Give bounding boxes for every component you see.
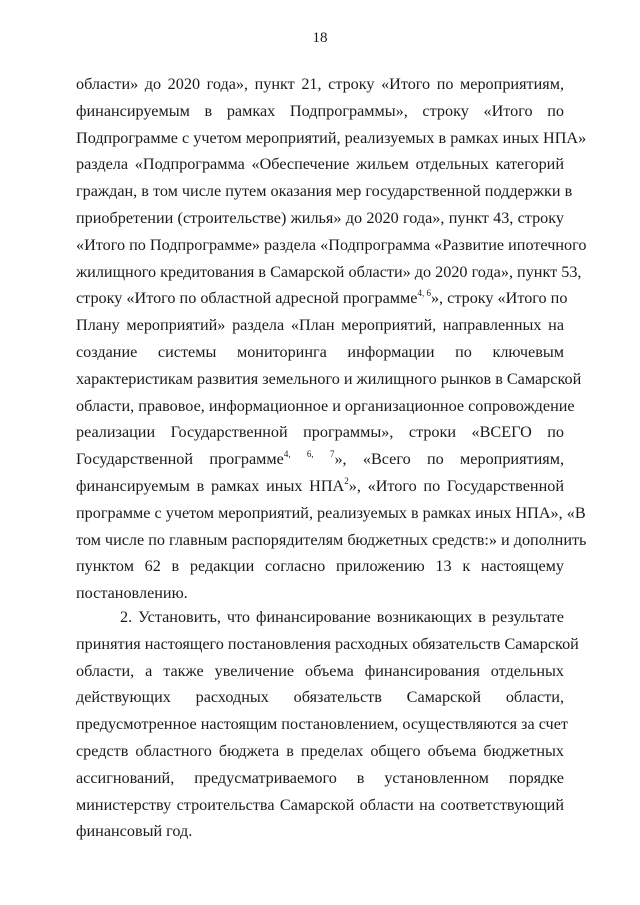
text-line: предусмотренное настоящим постановлением, осуществляются за счет	[76, 715, 568, 734]
text-line: области» до 2020 года», пункт 21, строку «Итого по мероприятиям,	[76, 75, 564, 93]
text-line: 2. Установить, что финансирование возникающих в результате	[120, 608, 564, 626]
text-line: области, правовое, информационное и организационное сопровождение	[76, 396, 575, 415]
text-line: граждан, в том числе путем оказания мер государственной поддержки в	[76, 182, 573, 201]
text-fragment: Государственной программе	[76, 450, 284, 469]
text-line: характеристикам развития земельного и жилищного рынков в Самарской	[76, 369, 582, 388]
paragraph-continuation	[76, 71, 587, 607]
text-line: реализации Государственной программы», строки «ВСЕГО по	[76, 423, 564, 442]
text-line: финансируемым в рамках Подпрограммы», строку «Итого по	[76, 101, 564, 120]
text-line: том числе по главным распорядителям бюджетных средств:» и дополнить	[76, 530, 587, 549]
text-line: министерству строительства Самарской области на соответствующий	[76, 795, 564, 814]
text-line	[76, 446, 564, 473]
footnote-ref: 6,	[306, 449, 314, 460]
text-line: создание системы мониторинга информации по ключевым	[76, 342, 564, 361]
text-line	[76, 473, 564, 500]
paragraph-item-2	[76, 604, 579, 845]
text-fragment: », «Всего по мероприятиям,	[334, 450, 565, 469]
text-line: приобретении (строительстве) жилья» до 2020 года», пункт 43, строку	[76, 208, 564, 227]
text-fragment: финансируемым в рамках иных НПА	[76, 476, 345, 495]
footnote-ref: 2	[344, 475, 349, 486]
footnote-ref: 4,	[283, 449, 291, 460]
text-line: области, а также увеличение объема финансирования отдельных	[76, 661, 564, 680]
text-fragment: строку «Итого по областной адресной программе	[76, 289, 418, 308]
text-line: Подпрограмме с учетом мероприятий, реализуемых в рамках иных НПА»	[76, 128, 587, 147]
text-line: пунктом 62 в редакции согласно приложению 13 к настоящему	[76, 557, 564, 576]
text-line: действующих расходных обязательств Самарской области,	[76, 688, 564, 707]
footnote-ref: 4, 6	[417, 288, 431, 299]
text-line: принятия настоящего постановления расходных обязательств Самарской	[76, 634, 579, 653]
page-number: 18	[312, 30, 328, 46]
text-line: средств областного бюджета в пределах общего объема бюджетных	[76, 741, 564, 760]
text-line: раздела «Подпрограмма «Обеспечение жильем отдельных категорий	[76, 155, 564, 174]
text-fragment: », строку «Итого по	[430, 289, 568, 308]
text-line	[76, 285, 568, 312]
text-line: ассигнований, предусматриваемого в установленном порядке	[76, 768, 564, 787]
text-line: Плану мероприятий» раздела «План мероприятий, направленных на	[76, 316, 564, 335]
text-fragment: », «Итого по Государственной	[348, 476, 565, 495]
text-line: постановлению.	[76, 584, 188, 603]
text-line: программе с учетом мероприятий, реализуемых в рамках иных НПА», «В	[76, 503, 586, 522]
text-line: финансовый год.	[76, 822, 193, 841]
footnote-ref: 7	[329, 449, 335, 460]
text-line: «Итого по Подпрограмме» раздела «Подпрограмма «Развитие ипотечного	[76, 235, 587, 254]
text-line: жилищного кредитования в Самарской области» до 2020 года», пункт 53,	[76, 262, 582, 281]
